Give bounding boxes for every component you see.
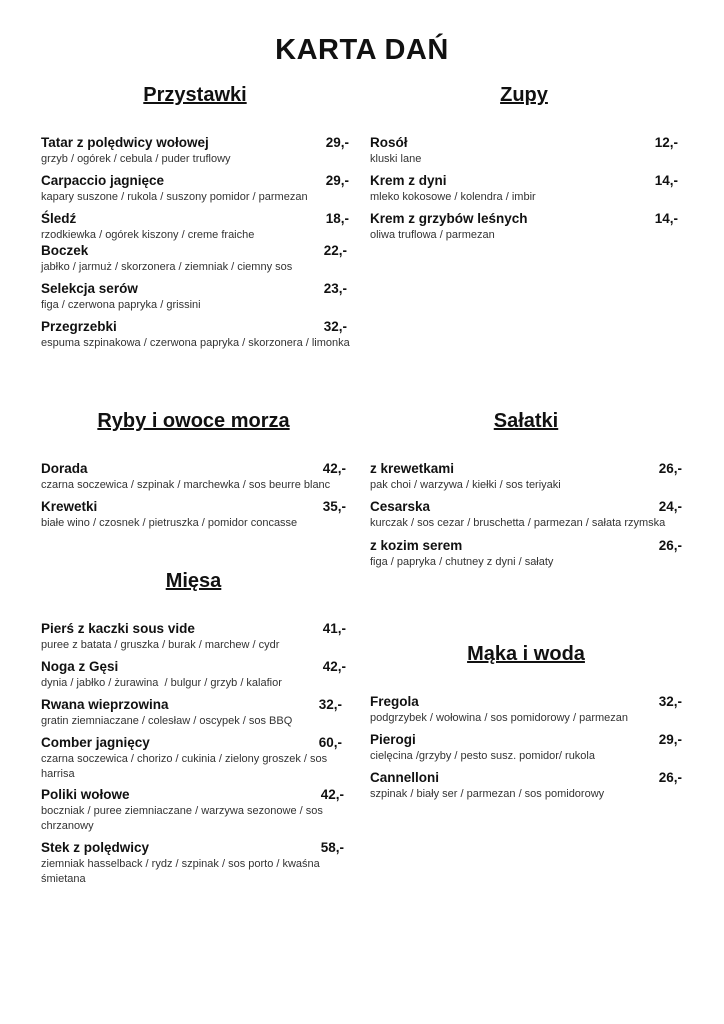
item-name: Pierogi bbox=[370, 732, 416, 747]
item-price: 32,- bbox=[318, 697, 342, 712]
item-name: Noga z Gęsi bbox=[41, 659, 119, 674]
item-description: boczniak / puree ziemniaczane / warzywa sezonowe / sos chrzanowy bbox=[41, 805, 323, 832]
item-price: 29,- bbox=[658, 732, 682, 747]
item-description: szpinak / biały ser / parmezan / sos pomidorowy bbox=[370, 788, 605, 800]
item-price: 26,- bbox=[658, 461, 682, 476]
item-price: 26,- bbox=[658, 770, 682, 785]
item-price: 12,- bbox=[654, 135, 678, 150]
item-name: Przegrzebki bbox=[41, 319, 117, 334]
item-name: Rosół bbox=[370, 135, 408, 150]
item-price: 18,- bbox=[325, 211, 349, 226]
item-name: Poliki wołowe bbox=[41, 787, 130, 802]
section-salatki bbox=[370, 410, 682, 580]
item-name: Dorada bbox=[41, 461, 88, 476]
item-price: 26,- bbox=[658, 538, 682, 553]
item-description: figa / papryka / chutney z dyni / sałaty bbox=[370, 556, 554, 568]
item-name: Carpaccio jagnięce bbox=[41, 173, 165, 188]
item-name: Krem z grzybów leśnych bbox=[370, 211, 528, 226]
item-name: Stek z polędwicy bbox=[41, 840, 150, 855]
section-zupy bbox=[370, 84, 678, 254]
item-description: ziemniak hasselback / rydz / szpinak / sos porto / kwaśna śmietana bbox=[41, 858, 320, 885]
section-title: Ryby i owoce morza bbox=[97, 410, 290, 432]
section-title: Zupy bbox=[500, 84, 548, 106]
item-price: 60,- bbox=[318, 735, 342, 750]
item-price: 29,- bbox=[325, 135, 349, 150]
section-title: Sałatki bbox=[493, 410, 559, 432]
item-description: cielęcina /grzyby / pesto susz. pomidor/ rukola bbox=[370, 750, 595, 762]
section-title: Przystawki bbox=[143, 84, 247, 106]
item-price: 23,- bbox=[323, 281, 347, 296]
section-miesa bbox=[41, 570, 346, 890]
item-name: Fregola bbox=[370, 694, 419, 709]
item-description: kurczak / sos cezar / bruschetta / parmezan / sałata rzymska bbox=[370, 517, 666, 529]
item-name: Comber jagnięcy bbox=[41, 735, 150, 750]
item-name: z kozim serem bbox=[370, 538, 463, 553]
item-name: Śledź bbox=[41, 211, 77, 226]
item-price: 42,- bbox=[322, 461, 346, 476]
item-description: puree z batata / gruszka / burak / marchew / cydr bbox=[41, 639, 280, 651]
item-description: czarna soczewica / chorizo / cukinia / zielony groszek / sos harrisa bbox=[41, 753, 328, 780]
item-description: grzyb / ogórek / cebula / puder truflowy bbox=[41, 153, 231, 165]
item-description: gratin ziemniaczane / colesław / oscypek / sos BBQ bbox=[41, 715, 293, 727]
item-description: podgrzybek / wołowina / sos pomidorowy / parmezan bbox=[370, 712, 629, 724]
item-description: oliwa truflowa / parmezan bbox=[370, 229, 495, 241]
section-maka-i-woda bbox=[370, 643, 682, 813]
item-description: dynia / jabłko / żurawina / bulgur / grzyb / kalafior bbox=[41, 677, 282, 689]
item-name: Cesarska bbox=[370, 499, 431, 514]
item-price: 14,- bbox=[654, 173, 678, 188]
item-price: 29,- bbox=[325, 173, 349, 188]
item-price: 24,- bbox=[658, 499, 682, 514]
item-price: 42,- bbox=[322, 659, 346, 674]
item-description: białe wino / czosnek / pietruszka / pomidor concasse bbox=[41, 517, 298, 529]
item-price: 35,- bbox=[322, 499, 346, 514]
item-description: jabłko / jarmuż / skorzonera / ziemniak / ciemny sos bbox=[41, 261, 293, 273]
page-title: KARTA DAŃ bbox=[275, 34, 449, 66]
item-name: z krewetkami bbox=[370, 461, 455, 476]
item-description: czarna soczewica / szpinak / marchewka / sos beurre blanc bbox=[41, 479, 331, 491]
item-name: Krewetki bbox=[41, 499, 98, 514]
item-price: 42,- bbox=[320, 787, 344, 802]
section-przystawki bbox=[41, 84, 349, 354]
item-description: figa / czerwona papryka / grissini bbox=[41, 299, 201, 311]
item-name: Krem z dyni bbox=[370, 173, 447, 188]
item-description: kapary suszone / rukola / suszony pomidor / parmezan bbox=[41, 191, 308, 203]
item-name: Cannelloni bbox=[370, 770, 440, 785]
item-description: pak choi / warzywa / kiełki / sos teriyaki bbox=[370, 479, 561, 491]
item-price: 32,- bbox=[323, 319, 347, 334]
item-description: espuma szpinakowa / czerwona papryka / skorzonera / limonka bbox=[41, 337, 350, 349]
item-name: Rwana wieprzowina bbox=[41, 697, 169, 712]
item-price: 32,- bbox=[658, 694, 682, 709]
item-price: 58,- bbox=[320, 840, 344, 855]
item-description: mleko kokosowe / kolendra / imbir bbox=[370, 191, 536, 203]
item-price: 41,- bbox=[322, 621, 346, 636]
item-name: Tatar z polędwicy wołowej bbox=[41, 135, 209, 150]
item-name: Boczek bbox=[41, 243, 89, 258]
item-description: kluski lane bbox=[370, 153, 422, 165]
section-title: Mięsa bbox=[165, 570, 222, 592]
item-name: Selekcja serów bbox=[41, 281, 138, 296]
section-title: Mąka i woda bbox=[467, 643, 585, 665]
item-price: 14,- bbox=[654, 211, 678, 226]
item-price: 22,- bbox=[323, 243, 347, 258]
item-name: Pierś z kaczki sous vide bbox=[41, 621, 195, 636]
section-ryby bbox=[41, 410, 346, 540]
item-description: rzodkiewka / ogórek kiszony / creme fraiche bbox=[41, 229, 255, 241]
